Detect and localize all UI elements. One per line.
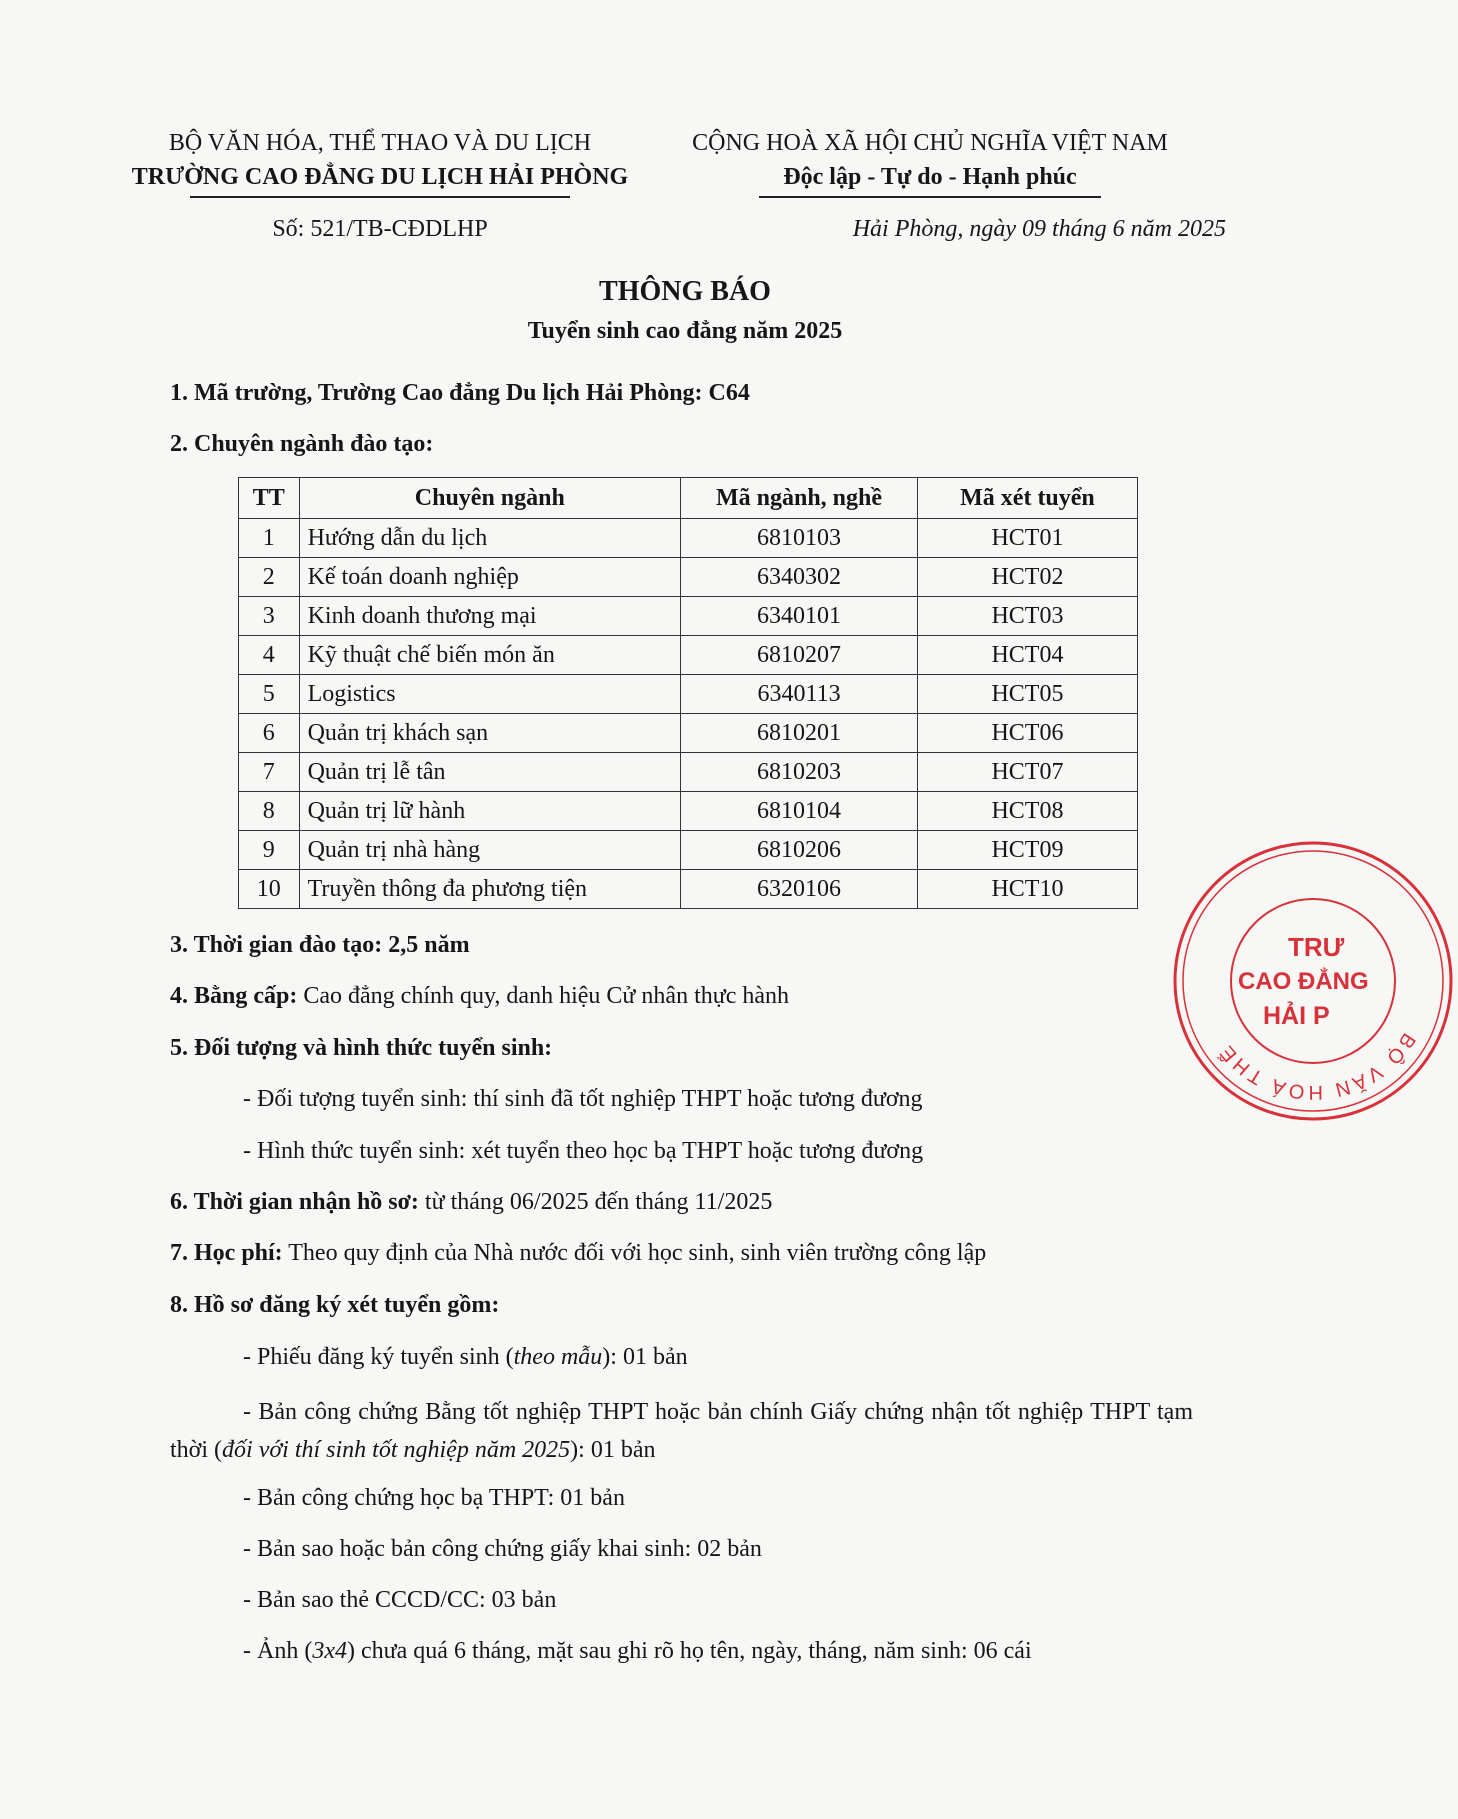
cell-admission-code: HCT05: [917, 675, 1137, 714]
application-period-label: 6. Thời gian nhận hồ sơ:: [170, 1189, 419, 1215]
issue-date: Hải Phòng, ngày 09 tháng 6 năm 2025: [852, 216, 1226, 242]
issuer-block: [100, 126, 660, 243]
cell-admission-code: HCT09: [917, 831, 1137, 870]
table-row: [239, 870, 1138, 909]
national-motto: Độc lập - Tự do - Hạnh phúc: [783, 164, 1077, 190]
document-item-diploma: [170, 1393, 1193, 1469]
cell-tt: 3: [239, 597, 300, 636]
ministry-name: BỘ VĂN HÓA, THỂ THAO VÀ DU LỊCH: [168, 130, 592, 156]
cell-major-code: 6340113: [681, 675, 918, 714]
cell-major: Quản trị nhà hàng: [299, 831, 681, 870]
cell-tt: 4: [239, 636, 300, 675]
text: - Bản công chứng Bằng tốt nghiệp THPT hoặc bản chính Giấy chứng nhận tốt nghiệp THPT tạm thời (: [170, 1399, 1193, 1463]
cell-major-code: 6340101: [681, 597, 918, 636]
cell-admission-code: HCT01: [917, 519, 1137, 558]
admission-method-item: - Hình thức tuyển sinh: xét tuyển theo học bạ THPT hoặc tương đương: [243, 1138, 924, 1164]
cell-major: Quản trị lữ hành: [299, 792, 681, 831]
table-row: [239, 675, 1138, 714]
section-tuition: [170, 1240, 986, 1267]
document-item-transcript: - Bản công chứng học bạ THPT: 01 bản: [243, 1485, 625, 1511]
cell-tt: 6: [239, 714, 300, 753]
table-row: [239, 519, 1138, 558]
text-italic: đối với thí sinh tốt nghiệp năm 2025: [222, 1437, 571, 1463]
col-header-tt: TT: [239, 478, 300, 519]
cell-major-code: 6810207: [681, 636, 918, 675]
eligibility-item: - Đối tượng tuyển sinh: thí sinh đã tốt nghiệp THPT hoặc tương đương: [243, 1086, 923, 1112]
application-period-text: từ tháng 06/2025 đến tháng 11/2025: [418, 1189, 773, 1215]
cell-major-code: 6810103: [681, 519, 918, 558]
republic-name: CỘNG HOÀ XÃ HỘI CHỦ NGHĨA VIỆT NAM: [692, 130, 1168, 156]
cell-major: Truyền thông đa phương tiện: [299, 870, 681, 909]
text-italic: theo mẫu: [513, 1344, 603, 1370]
document-title: THÔNG BÁO: [599, 276, 771, 307]
cell-major: Quản trị khách sạn: [299, 714, 681, 753]
section-school-code: 1. Mã trường, Trường Cao đẳng Du lịch Hải Phòng: C64: [170, 380, 750, 406]
cell-major-code: 6810203: [681, 753, 918, 792]
table-row: [239, 636, 1138, 675]
cell-tt: 7: [239, 753, 300, 792]
text: ) chưa quá 6 tháng, mặt sau ghi rõ họ tên, ngày, tháng, năm sinh: 06 cái: [346, 1638, 1032, 1664]
col-header-major-code: Mã ngành, nghề: [681, 478, 918, 519]
cell-tt: 8: [239, 792, 300, 831]
cell-major: Logistics: [299, 675, 681, 714]
table-row: [239, 753, 1138, 792]
cell-major: Quản trị lễ tân: [299, 753, 681, 792]
official-seal-stamp: [1168, 836, 1458, 1126]
text: ): 01 bản: [602, 1344, 688, 1370]
cell-tt: 5: [239, 675, 300, 714]
cell-admission-code: HCT06: [917, 714, 1137, 753]
cell-admission-code: HCT10: [917, 870, 1137, 909]
table-row: [239, 558, 1138, 597]
school-name: TRƯỜNG CAO ĐẲNG DU LỊCH HẢI PHÒNG: [131, 164, 629, 190]
cell-tt: 2: [239, 558, 300, 597]
cell-admission-code: HCT08: [917, 792, 1137, 831]
national-heading: [660, 126, 1200, 198]
school-underline: [190, 196, 570, 198]
text-italic: 3x4: [312, 1638, 347, 1664]
section-application-period: [170, 1189, 772, 1216]
document-item-registration-form: [243, 1344, 688, 1371]
table-header-row: [239, 478, 1138, 519]
cell-major-code: 6340302: [681, 558, 918, 597]
section-majors-heading: 2. Chuyên ngành đào tạo:: [170, 431, 434, 457]
seal-center-line-1: TRƯ: [1288, 932, 1345, 962]
tuition-text: Theo quy định của Nhà nước đối với học sinh, sinh viên trường công lập: [282, 1240, 987, 1266]
cell-major: Kế toán doanh nghiệp: [299, 558, 681, 597]
section-degree: [170, 983, 789, 1010]
majors-table: [238, 477, 1138, 909]
text: - Phiếu đăng ký tuyển sinh (: [243, 1344, 514, 1370]
col-header-major: Chuyên ngành: [299, 478, 681, 519]
table-row: [239, 792, 1138, 831]
document-subtitle: Tuyển sinh cao đẳng năm 2025: [527, 318, 843, 344]
document-number: Số: 521/TB-CĐDLHP: [272, 216, 488, 242]
degree-label: 4. Bằng cấp:: [170, 983, 298, 1009]
cell-major-code: 6810206: [681, 831, 918, 870]
text: - Ảnh (: [243, 1638, 313, 1664]
cell-admission-code: HCT04: [917, 636, 1137, 675]
col-header-admission-code: Mã xét tuyển: [917, 478, 1137, 519]
section-eligibility: 5. Đối tượng và hình thức tuyển sinh:: [170, 1035, 553, 1061]
text: ): 01 bản: [570, 1437, 656, 1463]
table-row: [239, 714, 1138, 753]
cell-major: Hướng dẫn du lịch: [299, 519, 681, 558]
degree-text: Cao đẳng chính quy, danh hiệu Cử nhân thực hành: [297, 983, 790, 1009]
document-item-id-card: - Bản sao thẻ CCCD/CC: 03 bản: [243, 1587, 557, 1613]
seal-center-line-3: HẢI P: [1263, 1002, 1330, 1030]
cell-tt: 9: [239, 831, 300, 870]
seal-ring-textpath: BỘ VĂN HOÁ THỂ: [1214, 1029, 1420, 1104]
cell-admission-code: HCT02: [917, 558, 1137, 597]
cell-major-code: 6320106: [681, 870, 918, 909]
section-documents: 8. Hồ sơ đăng ký xét tuyển gồm:: [170, 1292, 500, 1318]
section-duration: 3. Thời gian đào tạo: 2,5 năm: [170, 932, 470, 958]
table-row: [239, 597, 1138, 636]
cell-major: Kinh doanh thương mại: [299, 597, 681, 636]
cell-major-code: 6810201: [681, 714, 918, 753]
cell-tt: 10: [239, 870, 300, 909]
document-item-birth-certificate: - Bản sao hoặc bản công chứng giấy khai sinh: 02 bản: [243, 1536, 762, 1562]
table-row: [239, 831, 1138, 870]
cell-admission-code: HCT07: [917, 753, 1137, 792]
cell-tt: 1: [239, 519, 300, 558]
cell-major: Kỹ thuật chế biến món ăn: [299, 636, 681, 675]
seal-center-line-2: CAO ĐẲNG: [1238, 968, 1369, 995]
cell-major-code: 6810104: [681, 792, 918, 831]
motto-underline: [759, 196, 1101, 198]
document-item-photos: [243, 1638, 1032, 1665]
tuition-label: 7. Học phí:: [170, 1240, 283, 1266]
cell-admission-code: HCT03: [917, 597, 1137, 636]
